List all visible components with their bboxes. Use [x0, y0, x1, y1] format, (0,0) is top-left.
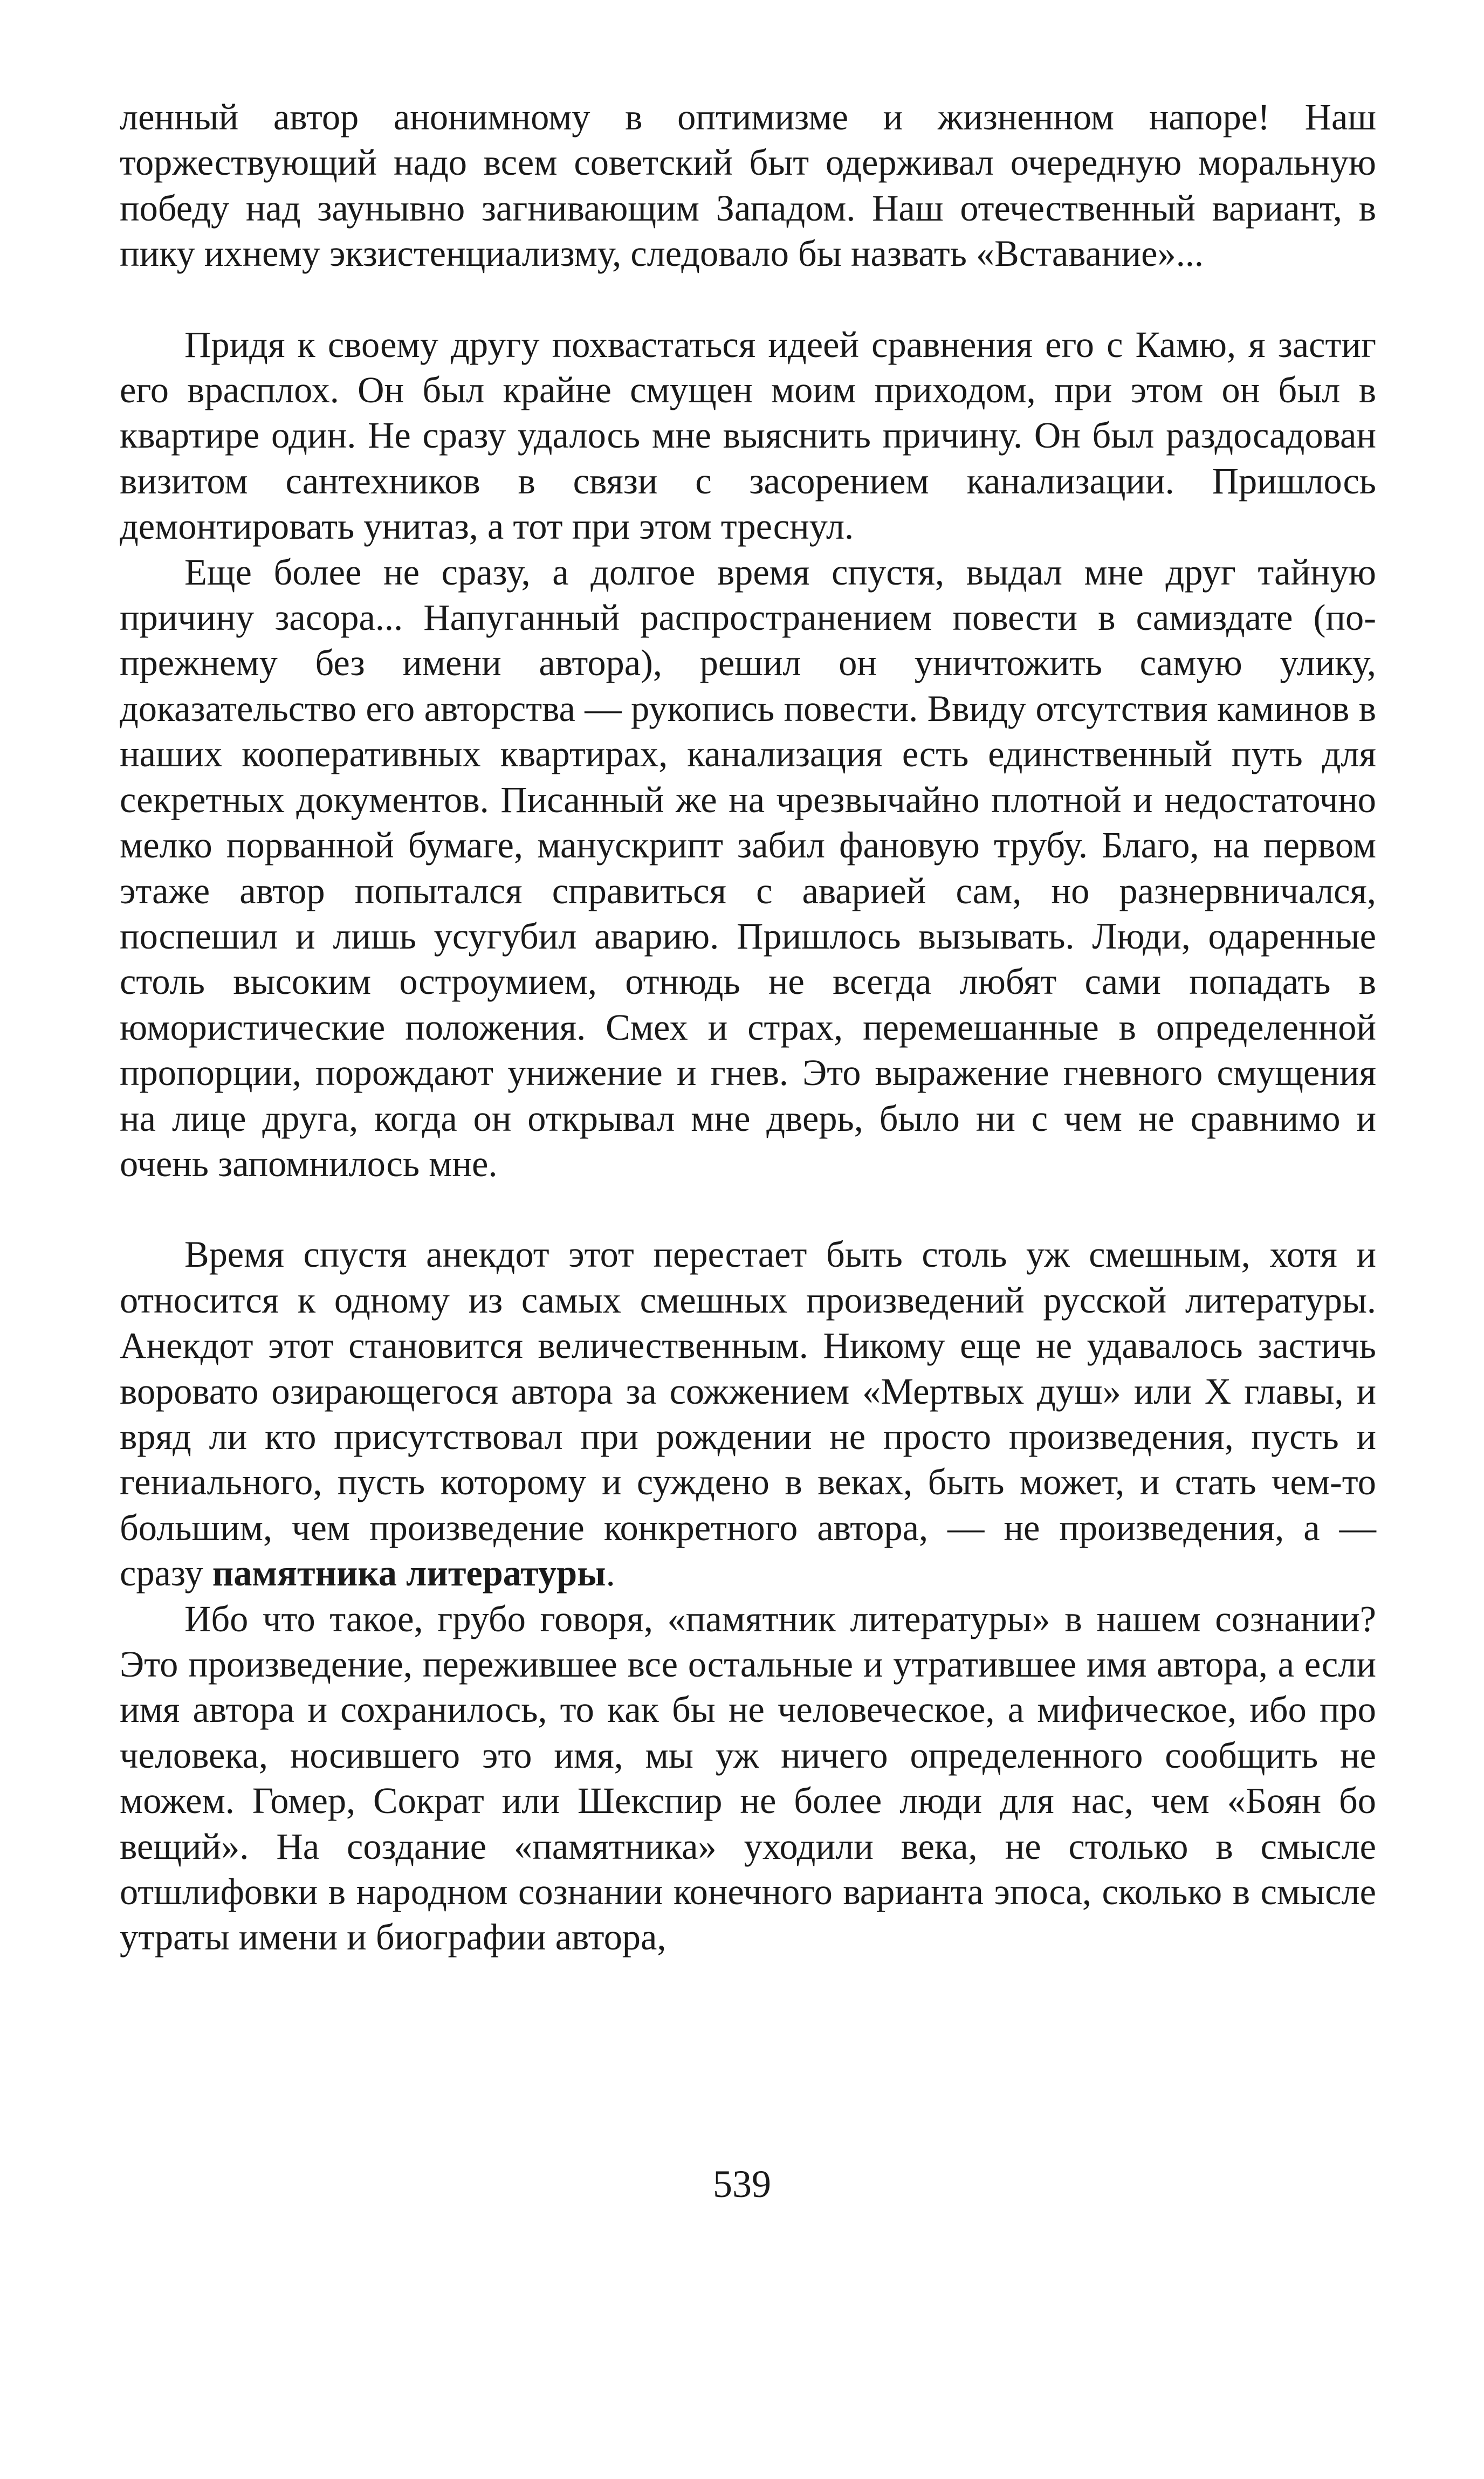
- page-number: 539: [713, 2162, 771, 2206]
- paragraph-continuation: ленный автор анонимному в оптимизме и жизненном напоре! Наш торжествующий надо всем советский быт одерживал очередную моральную победу над заунывно загнивающим Западом. Наш отечественный вариант, в пику ихнему экзистенциализму, следовало бы назвать «Вставание»...: [120, 97, 1376, 274]
- paragraph-anecdote-text: Время спустя анекдот этот перестает быть столь уж смешным, хотя и относится к одному из самых смешных произведений русской литературы. Анекдот этот становится величественным. Никому еще не удавалось застичь воровато озирающегося автора за сожжением «Мертвых душ» или X главы, и вряд ли кто присутствовал при рождении не просто произведения, пусть и гениального, пусть которому и суждено в веках, быть может, и стать чем-то большим, чем произведение конкретного автора, — не произведения, а — сразу: [120, 1234, 1376, 1594]
- emphasized-phrase: памятника литературы: [212, 1553, 606, 1594]
- paragraph-anecdote: [120, 1232, 1376, 1596]
- section-gap: [120, 1186, 1376, 1232]
- paragraph-visit: Придя к своему другу похвастаться идеей сравнения его с Камю, я застиг его врасплох. Он был крайне смущен моим приходом, при этом он был в квартире один. Не сразу удалось мне выяснить причину. Он был раздосадован визитом сантехников в связи с засорением канализации. Пришлось демонтировать унитаз, а тот при этом треснул.: [120, 324, 1376, 547]
- paragraph-monument: Ибо что такое, грубо говоря, «памятник литературы» в нашем сознании? Это произведение, пережившее все остальные и утратившее имя автора, а если имя автора и сохранилось, то как бы не человеческое, а мифическое, ибо про человека, носившего это имя, мы уж ничего определенного сообщить не можем. Гомер, Сократ или Шекспир не более люди для нас, чем «Боян бо вещий». На создание «памятника» уходили века, не столько в смысле отшлифовки в народном сознании конечного варианта эпоса, сколько в смысле утраты имени и биографии автора,: [120, 1598, 1376, 1958]
- paragraph-clog-reason: Еще более не сразу, а долгое время спустя, выдал мне друг тайную причину засора... Напуганный распространением повести в самиздате (по-прежнему без имени автора), решил он уничтожить самую улику, доказательство его авторства — рукопись повести. Ввиду отсутствия каминов в наших кооперативных квартирах, канализация есть единственный путь для секретных документов. Писанный же на чрезвычайно плотной и недостаточно мелко порванной бумаге, манускрипт забил фановую трубу. Благо, на первом этаже автор попытался справиться с аварией сам, но разнервничался, поспешил и лишь усугубил аварию. Пришлось вызывать. Люди, одаренные столь высоким остроумием, отнюдь не всегда любят сами попадать в юмористические положения. Смех и страх, перемешанные в определенной пропорции, порождают унижение и гнев. Это выражение гневного смущения на лице друга, когда он открывал мне дверь, было ни с чем не сравнимо и очень запомнилось мне.: [120, 551, 1376, 1184]
- emphasized-phrase-period: .: [606, 1553, 615, 1594]
- page-body-text: [120, 94, 1376, 1960]
- section-gap: [120, 277, 1376, 322]
